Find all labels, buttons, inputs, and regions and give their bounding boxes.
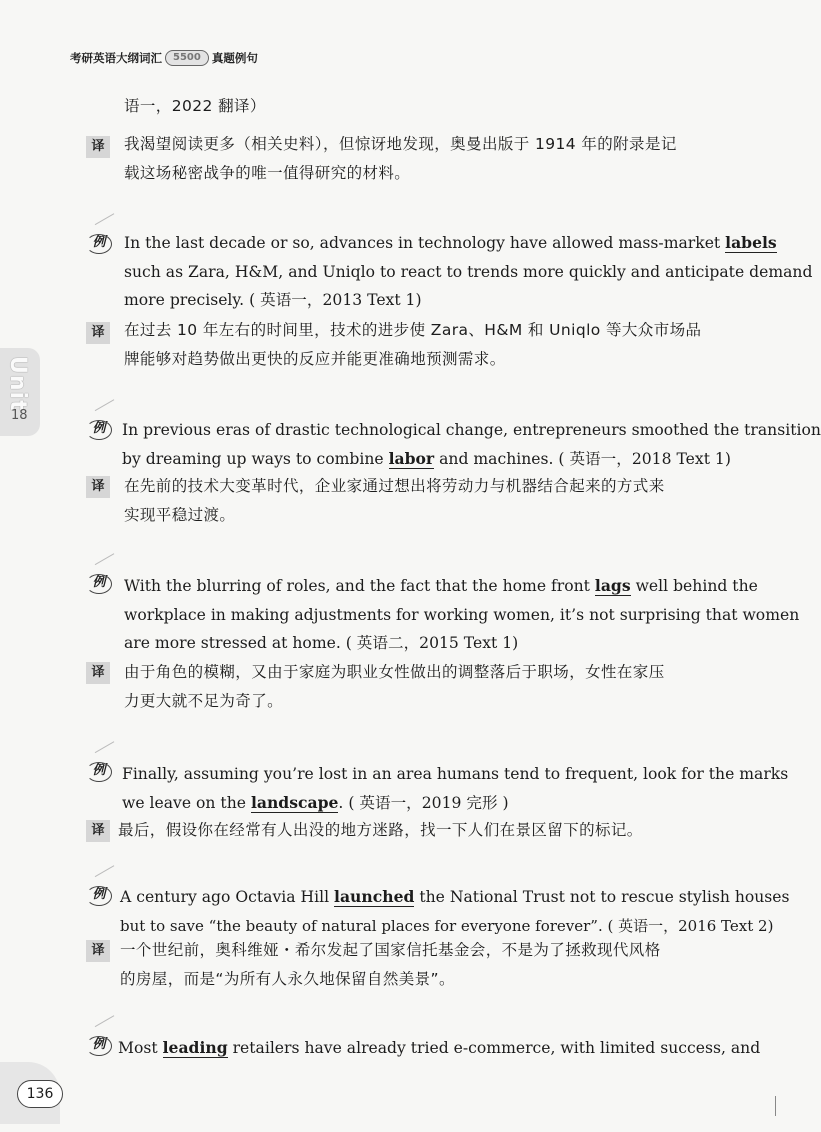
keyword: lags (594, 576, 631, 595)
example-sentence: A century ago Octavia Hill launched the National Trust not to rescue stylish houses but to save “the beauty of natural places for everyone forever”. ( 英语一，2016 Text 2) (120, 887, 790, 935)
example-marker: 例 (84, 232, 114, 254)
keyword: labels (725, 233, 777, 252)
example-marker: 例 (84, 760, 114, 782)
translation-paragraph: 由于角色的模糊，又由于家庭为职业女性做出的调整落后于职场，女性在家压 力更大就不足为奇了。 (124, 663, 665, 710)
keyword: landscape (250, 792, 339, 812)
example-marker: 例 (84, 572, 114, 594)
example-sentence: With the blurring of roles, and the fact that the home front lags well behind the workplace in making adjustments for working women, it’s not surprising that women are more stressed at home. ( 英语二，2015 Text 1) (124, 576, 800, 652)
translation-marker: 译 (86, 322, 110, 344)
translation-paragraph: 最后，假设你在经常有人出没的地方迷路，找一下人们在景区留下的标记。 (118, 821, 643, 839)
keyword: launched (334, 887, 415, 906)
edge-mark (775, 1096, 776, 1116)
translation-paragraph: 我渴望阅读更多（相关史料），但惊讶地发现，奥曼出版于 1914 年的附录是记 载这场秘密战争的唯一值得研究的材料。 (124, 135, 677, 182)
unit-side-tab (0, 348, 40, 436)
example-sentence: Finally, assuming you’re lost in an area humans tend to frequent, look for the marks we leave on the landscape. ( 英语一，2019 完形 ) (122, 765, 789, 812)
keyword: leading (162, 1038, 228, 1057)
unit-number: 18 (11, 408, 28, 423)
translation-marker: 译 (86, 476, 110, 498)
example-marker: 例 (84, 884, 114, 906)
example-sentence: Most leading retailers have already tried e-commerce, with limited success, and (118, 1038, 761, 1057)
keyword: labor (388, 448, 435, 468)
example-sentence: In the last decade or so, advances in technology have allowed mass-market labels such as Zara, H&M, and Uniqlo to react to trends more quickly and anticipate demand more precisely. ( 英语一，2013 Text 1) (124, 233, 813, 309)
header-title: 考研英语大纲词汇 (70, 51, 162, 65)
translation-paragraph: 一个世纪前，奥科维娅・希尔发起了国家信托基金会，不是为了拯救现代风格 的房屋，而是“为所有人永久地保留自然美景”。 (120, 941, 661, 988)
example-marker: 例 (84, 1034, 114, 1056)
translation-paragraph: 在过去 10 年左右的时间里，技术的进步使 Zara、H&M 和 Uniqlo 等大众市场品 牌能够对趋势做出更快的反应并能更准确地预测需求。 (124, 321, 702, 368)
translation-marker: 译 (86, 820, 110, 842)
header-badge: 5500 (165, 50, 209, 66)
example-sentence: In previous eras of drastic technological change, entrepreneurs smoothed the transition by dreaming up ways to combine labor and machines. ( 英语一，2018 Text 1) (122, 421, 821, 468)
translation-marker: 译 (86, 940, 110, 962)
translation-paragraph: 在先前的技术大变革时代，企业家通过想出将劳动力与机器结合起来的方式来 实现平稳过渡。 (124, 477, 665, 524)
translation-marker: 译 (86, 662, 110, 684)
running-header (70, 50, 258, 66)
translation-marker: 译 (86, 136, 110, 158)
header-subtitle: 真题例句 (211, 51, 258, 65)
continuation-line: 语一，2022 翻译） (124, 97, 266, 115)
page-number: 136 (17, 1080, 63, 1108)
example-marker: 例 (84, 418, 114, 440)
unit-label: Unit (5, 356, 30, 412)
